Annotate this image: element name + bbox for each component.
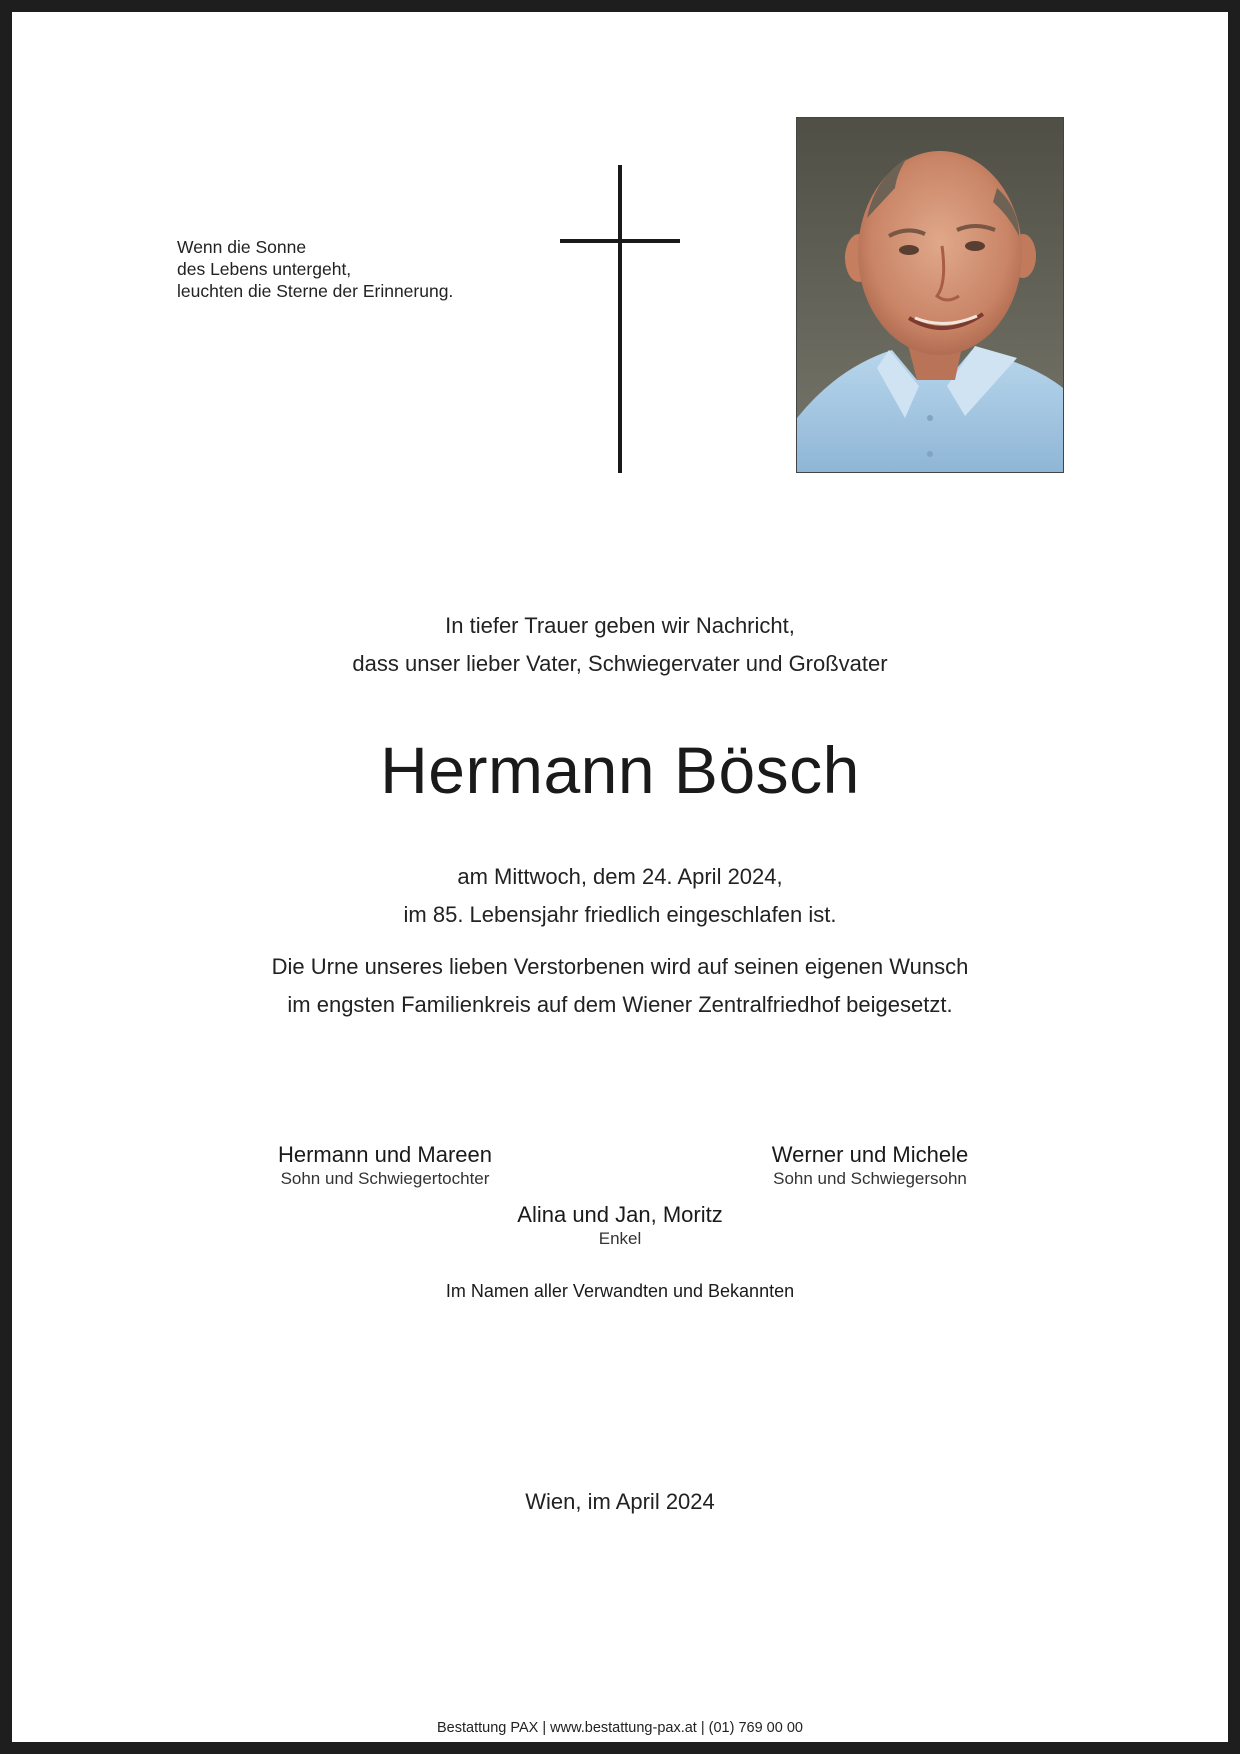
mourner-names: Hermann und Mareen: [277, 1142, 492, 1167]
mourner-names: Werner und Michele: [771, 1142, 969, 1167]
obituary-page: [12, 12, 1228, 1742]
burial-line: im engsten Familienkreis auf dem Wiener Zentralfriedhof beigesetzt.: [287, 992, 953, 1017]
mourner-block: [252, 1142, 518, 1190]
motto-line: leuchten die Sterne der Erinnerung.: [177, 281, 454, 301]
date-line: am Mittwoch, dem 24. April 2024,: [457, 864, 783, 889]
announcement-intro: [12, 607, 1228, 683]
motto: [177, 236, 453, 302]
portrait-illustration: [797, 118, 1063, 472]
motto-line: des Lebens untergeht,: [177, 259, 352, 279]
portrait-photo: [796, 117, 1064, 473]
place-date: Wien, im April 2024: [525, 1489, 715, 1514]
on-behalf-line: Im Namen aller Verwandten und Bekannten: [445, 1281, 795, 1301]
motto-line: Wenn die Sonne: [177, 237, 307, 257]
latin-cross-icon: [560, 165, 682, 475]
intro-line: In tiefer Trauer geben wir Nachricht,: [445, 613, 795, 638]
mourner-relation: Enkel: [598, 1229, 642, 1248]
mourner-names: Alina und Jan, Moritz: [517, 1202, 723, 1227]
deceased-name: Hermann Bösch: [380, 733, 860, 807]
mourner-relation: Sohn und Schwiegersohn: [773, 1169, 967, 1188]
mourner-relation: Sohn und Schwiegertochter: [280, 1169, 490, 1188]
burial-line: Die Urne unseres lieben Verstorbenen wird auf seinen eigenen Wunsch: [271, 954, 969, 979]
death-date: [12, 858, 1228, 934]
date-line: im 85. Lebensjahr friedlich eingeschlafen ist.: [403, 902, 837, 927]
funeral-home-footer: Bestattung PAX | www.bestattung-pax.at | (01) 769 00 00: [437, 1720, 803, 1736]
burial-notice: [12, 948, 1228, 1024]
mourner-block: [737, 1142, 1003, 1190]
cross-vertical-bar: [618, 165, 622, 473]
intro-line: dass unser lieber Vater, Schwiegervater und Großvater: [352, 651, 888, 676]
cross-horizontal-bar: [560, 239, 680, 243]
mourner-block: [487, 1202, 753, 1250]
